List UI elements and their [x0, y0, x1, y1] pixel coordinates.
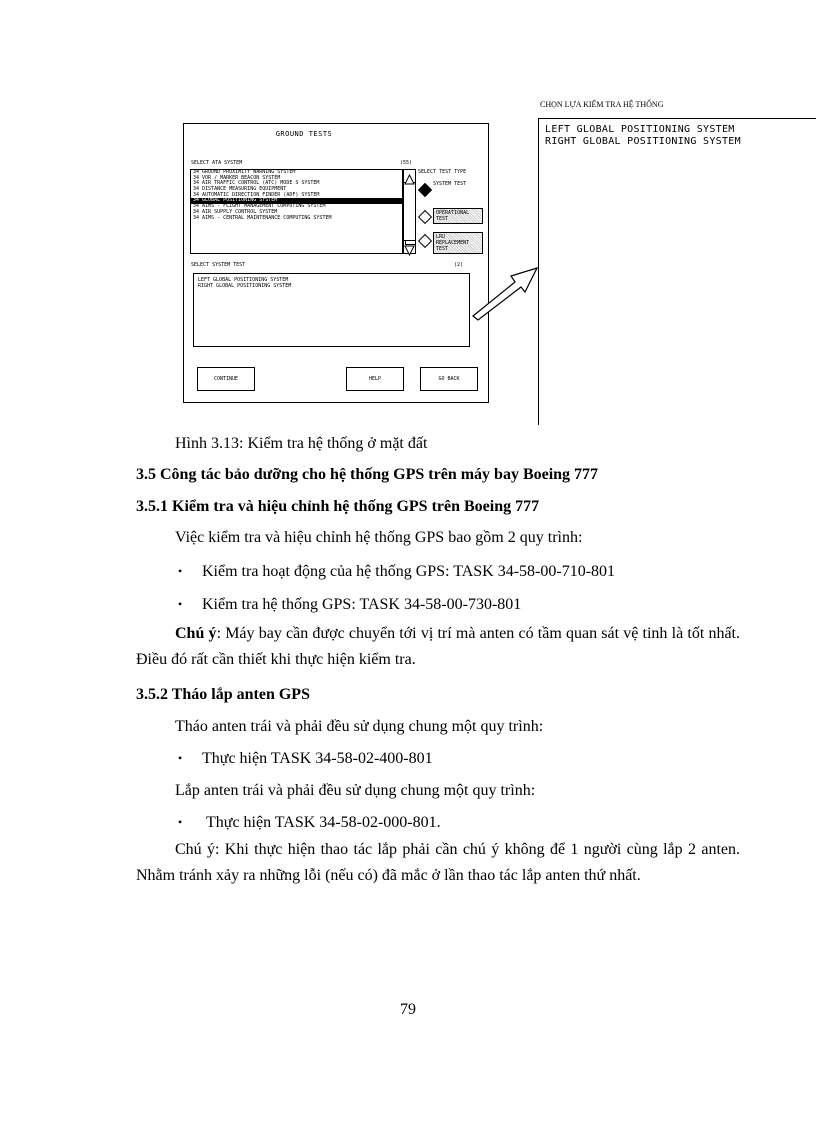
note-paragraph: Chú ý: Khi thực hiện thao tác lắp phải cần chú ý không để 1 người cùng lắp 2 anten. Nhằm tránh xảy ra những lỗi (nếu có) đã mắc ở lần thao tác lắp anten thứ nhất.	[136, 841, 740, 884]
paragraph: Việc kiểm tra và hiệu chỉnh hệ thống GPS bao gồm 2 quy trình:	[175, 529, 583, 546]
list-item[interactable]: 34 DISTANCE MEASURING EQUIPMENT	[193, 186, 287, 193]
list-item-selected[interactable]: 34 GLOBAL POSITIONING SYSTEM	[191, 198, 402, 204]
scroll-down-icon[interactable]	[404, 240, 415, 253]
radio-unselected-icon	[418, 210, 432, 224]
list-item[interactable]: 34 AIMS - CENTRAL MAINTENANCE COMPUTING SYSTEM	[193, 214, 332, 221]
scroll-up-icon[interactable]	[404, 170, 415, 183]
note-paragraph	[136, 621, 740, 673]
panel-title: GROUND TESTS	[275, 130, 333, 138]
ground-tests-panel	[183, 123, 489, 403]
radio-operational-test[interactable]	[419, 207, 485, 229]
bullet-item: Kiểm tra hệ thống GPS: TASK 34-58-00-730-801	[202, 596, 522, 613]
list-item[interactable]: 34 AIR TRAFFIC CONTROL (ATC) MODE S SYSTEM	[193, 180, 320, 187]
radio-label: OPERATIONAL TEST	[433, 208, 483, 224]
test-type-label: SELECT TEST TYPE	[418, 169, 467, 175]
radio-label: LRU REPLACEMENT TEST	[433, 232, 483, 254]
page-number: 79	[400, 1001, 416, 1018]
zoom-item: RIGHT GLOBAL POSITIONING SYSTEM	[545, 136, 741, 147]
callout-arrow-icon	[465, 260, 541, 322]
ata-list-scrollbar[interactable]	[403, 169, 416, 254]
ata-system-label: SELECT ATA SYSTEM	[191, 160, 243, 166]
bullet-item: Kiểm tra hoạt động của hệ thống GPS: TASK 34-58-00-710-801	[202, 563, 616, 580]
section-heading-3-5-1: 3.5.1 Kiểm tra và hiệu chỉnh hệ thống GPS trên Boeing 777	[136, 498, 540, 515]
section-heading-3-5-2: 3.5.2 Tháo lắp anten GPS	[136, 686, 310, 703]
bullet-icon: •	[178, 597, 183, 611]
bullet-item: Thực hiện TASK 34-58-02-400-801	[202, 750, 433, 767]
list-item[interactable]: RIGHT GLOBAL POSITIONING SYSTEM	[198, 283, 292, 289]
system-test-label: SELECT SYSTEM TEST	[191, 262, 246, 268]
list-item[interactable]: 34 AIR SUPPLY CONTROL SYSTEM	[193, 208, 278, 215]
continue-button[interactable]: CONTINUE	[197, 367, 255, 391]
list-item[interactable]: 34 GROUND PROXIMITY WARNING SYSTEM	[193, 169, 296, 175]
system-test-list[interactable]	[193, 273, 470, 347]
ata-system-count: (55)	[400, 160, 413, 166]
zoomed-system-list	[538, 118, 816, 425]
radio-unselected-icon	[418, 234, 432, 248]
system-test-count: (2)	[454, 262, 464, 268]
go-back-button[interactable]: GO BACK	[420, 367, 478, 391]
list-item[interactable]: 34 VOR / MARKER BEACON SYSTEM	[193, 174, 281, 181]
bullet-item: Thực hiện TASK 34-58-02-000-801.	[206, 814, 441, 831]
ata-system-list[interactable]	[190, 169, 403, 254]
bullet-icon: •	[178, 815, 183, 829]
bullet-icon: •	[178, 564, 183, 578]
list-item[interactable]: LEFT GLOBAL POSITIONING SYSTEM	[198, 277, 289, 283]
note-label: Chú ý	[175, 625, 217, 642]
help-button[interactable]: HELP	[346, 367, 404, 391]
paragraph: Tháo anten trái và phải đều sử dụng chung một quy trình:	[175, 718, 544, 735]
radio-label: SYSTEM TEST	[433, 181, 467, 187]
bullet-icon: •	[178, 751, 183, 765]
radio-selected-icon	[418, 183, 432, 197]
paragraph: Lắp anten trái và phải đều sử dụng chung một quy trình:	[175, 782, 536, 799]
section-heading-3-5: 3.5 Công tác bảo dưỡng cho hệ thống GPS trên máy bay Boeing 777	[136, 466, 599, 483]
zoom-item: LEFT GLOBAL POSITIONING SYSTEM	[545, 124, 735, 135]
zoom-caption: CHỌN LỰA KIỂM TRA HỆ THỐNG	[540, 100, 664, 109]
radio-lru-replacement-test[interactable]	[419, 231, 485, 253]
list-item[interactable]: 34 AUTOMATIC DIRECTION FINDER (ADF) SYSTEM	[193, 191, 320, 198]
list-item[interactable]: 34 AIMS - FLIGHT MANAGEMENT COMPUTING SYSTEM	[193, 203, 326, 210]
figure-caption: Hình 3.13: Kiểm tra hệ thống ở mặt đất	[175, 435, 428, 452]
note-text: : Máy bay cần được chuyển tới vị trí mà anten có tầm quan sát vệ tinh là tốt nhất. Điều đó rất cần thiết khi thực hiện kiểm tra.	[136, 625, 741, 668]
radio-system-test[interactable]	[419, 180, 485, 202]
